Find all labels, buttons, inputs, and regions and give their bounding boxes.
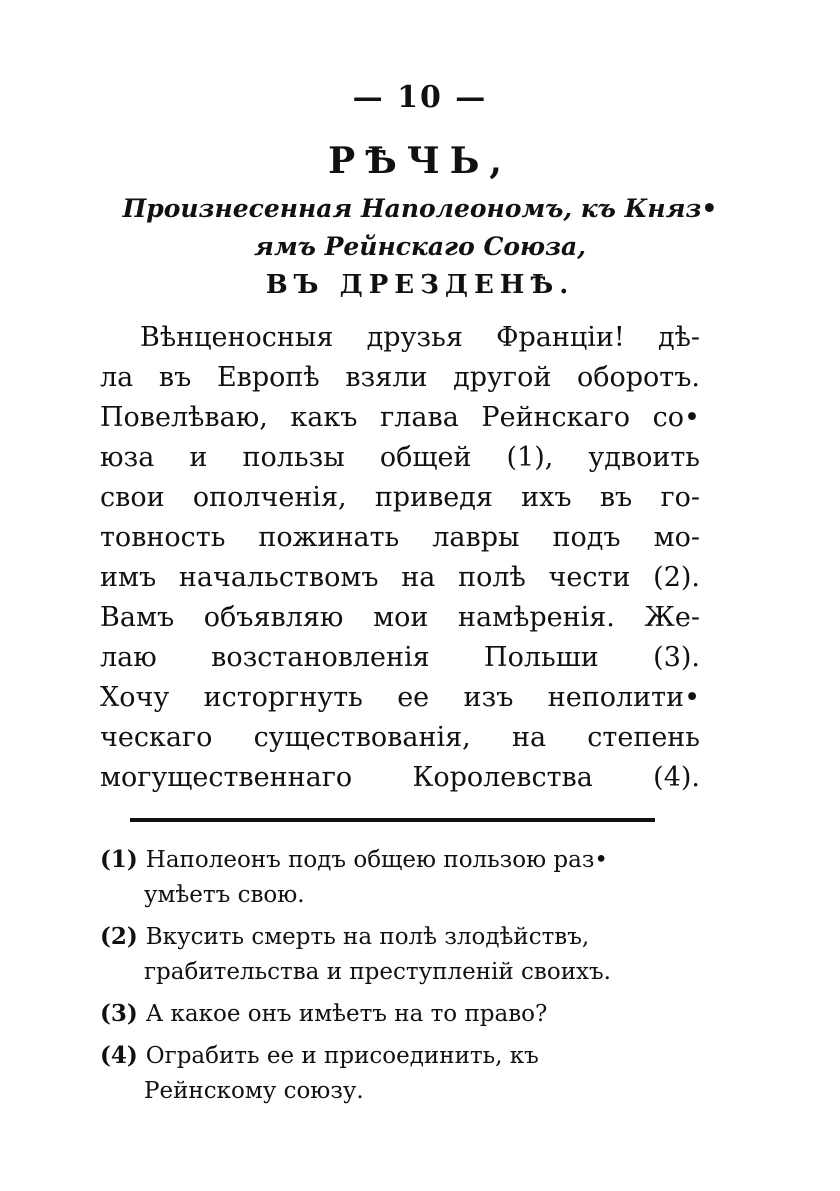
footnote-text: Ограбить ее и присоединить, къ [145, 1043, 539, 1069]
footnote-text: Наполеонъ подъ общею пользою раз• [145, 847, 608, 873]
subtitle [90, 190, 750, 266]
body-line: товность пожинать лавры подъ мо- [100, 522, 700, 553]
footnotes [100, 842, 700, 1115]
footnote-divider [130, 818, 655, 822]
page-number: — 10 — [352, 80, 488, 115]
place-heading: ВЪ ДРЕЗДЕНѢ. [265, 270, 575, 300]
subtitle-line: Произнесенная Наполеономъ, къ Княз• [122, 194, 718, 223]
footnote-marker: (2) [100, 923, 138, 950]
footnote-text: Вкусить смерть на полѣ злодѣйствъ, [145, 924, 590, 950]
body-line: имъ начальствомъ на полѣ чести (2). [100, 562, 700, 593]
footnote-marker: (3) [100, 1000, 138, 1027]
footnote-2 [100, 919, 700, 990]
body-line: Вамъ объявляю мои намѣренія. Же- [100, 602, 700, 633]
body-line: могущественнаго Королевства (4). [100, 762, 700, 793]
body-line: свои ополченія, приведя ихъ въ го- [100, 482, 700, 513]
body-line: ческаго существованія, на степень [100, 722, 700, 753]
body-line: Вѣнценосныя друзья Франціи! дѣ- [140, 322, 700, 353]
body-line: Повелѣваю, какъ глава Рейнскаго со• [100, 402, 700, 433]
body-line: лаю возстановленія Польши (3). [100, 642, 700, 673]
footnote-3 [100, 996, 700, 1032]
footnote-1 [100, 842, 700, 913]
body-line: ла въ Европѣ взяли другой оборотъ. [100, 362, 700, 393]
footnote-text: умѣетъ свою. [144, 882, 305, 908]
body-line: Хочу исторгнуть ее изъ неполити• [100, 682, 700, 713]
footnote-text: А какое онъ имѣетъ на то право? [145, 1001, 548, 1027]
footnote-text: Рейнскому союзу. [144, 1078, 364, 1104]
subtitle-line: ямъ Рейнскаго Союза, [254, 232, 586, 261]
page-title: РѢЧЬ, [328, 140, 512, 182]
footnote-marker: (1) [100, 846, 138, 873]
footnote-marker: (4) [100, 1042, 138, 1069]
speech-body [100, 318, 700, 798]
footnote-4 [100, 1038, 700, 1109]
footnote-text: грабительства и преступленій своихъ. [144, 959, 611, 985]
body-line: юза и пользы общей (1), удвоить [100, 442, 700, 473]
